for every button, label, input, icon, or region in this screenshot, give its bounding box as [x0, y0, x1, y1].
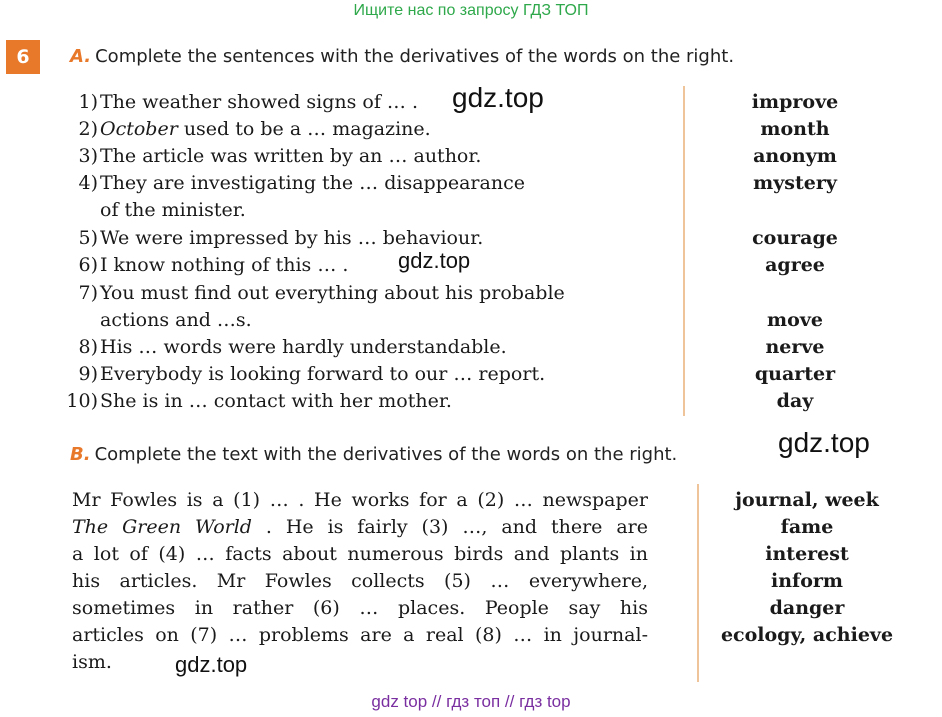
sentence-3: 3) The article was written by an … author.: [78, 145, 482, 167]
word-a-10: day: [776, 390, 814, 412]
instruction-b: [70, 444, 677, 465]
sentence-8: 8) His … words were hardly understandable.: [78, 336, 507, 358]
sentence-1: 1) The weather showed signs of … .: [78, 91, 419, 113]
word-b-1: journal, week: [735, 489, 879, 511]
para-line-1: Mr Fowles is a (1) … . He works for a (2) … newspaper: [72, 489, 648, 511]
footer-links[interactable]: gdz top // гдз топ // гдз top: [371, 692, 571, 711]
instruction-a-letter: A.: [70, 46, 92, 67]
instruction-a-text: Complete the sentences with the derivatives of the words on the right.: [95, 46, 735, 67]
para-line-5: sometimes in rather (6) … places. People say his: [72, 597, 648, 619]
para-line-6: articles on (7) … problems are a real (8) … in journal-: [72, 624, 648, 646]
para-line-2: The Green World . He is fairly (3) …, and there are: [72, 516, 648, 538]
exercise-number-badge: 6: [6, 40, 40, 74]
word-a-4: mystery: [753, 172, 837, 194]
sentence-9: 9) Everybody is looking forward to our … report.: [78, 363, 546, 385]
watermark-3: gdz.top: [778, 427, 870, 458]
magazine-title: The Green World: [72, 516, 252, 538]
sentence-2: 2) October used to be a … magazine.: [78, 118, 431, 140]
word-b-3: interest: [765, 543, 849, 565]
word-a-3: anonym: [753, 145, 837, 167]
word-a-8: nerve: [765, 336, 825, 358]
word-a-2: month: [760, 118, 830, 140]
sentence-4: 4) They are investigating the … disappearance of the minister.: [78, 172, 525, 221]
instruction-a: [70, 46, 734, 67]
para-line-4: his articles. Mr Fowles collects (5) … everywhere,: [72, 570, 648, 592]
para-line-3: a lot of (4) … facts about numerous birds and plants in: [72, 543, 648, 565]
sentence-10: 10) She is in … contact with her mother.: [66, 390, 452, 412]
sentence-7: 7) You must find out everything about his probable actions and …s.: [78, 282, 565, 331]
divider-a: [683, 86, 685, 416]
word-b-2: fame: [780, 516, 834, 538]
word-b-5: danger: [769, 597, 845, 619]
divider-b: [697, 484, 699, 682]
sentence-6: 6) I know nothing of this … .: [78, 254, 349, 276]
top-banner: Ищите нас по запросу ГДЗ ТОП: [353, 2, 589, 19]
word-b-4: inform: [771, 570, 843, 592]
watermark-2: gdz.top: [398, 248, 471, 273]
text-paragraph: [72, 487, 648, 676]
word-b-6: ecology, achieve: [720, 624, 894, 646]
word-a-9: quarter: [754, 363, 836, 385]
word-a-1: improve: [751, 91, 839, 113]
word-a-6: agree: [765, 254, 825, 276]
instruction-b-letter: B.: [70, 444, 91, 465]
word-a-5: courage: [752, 227, 838, 249]
para-line-7: ism.: [72, 651, 112, 673]
sentence-5: 5) We were impressed by his … behaviour.: [78, 227, 484, 249]
watermark-1: gdz.top: [452, 82, 544, 113]
watermark-4: gdz.top: [175, 652, 248, 677]
instruction-b-text: Complete the text with the derivatives of the words on the right.: [94, 444, 678, 465]
word-a-7: move: [767, 309, 823, 331]
